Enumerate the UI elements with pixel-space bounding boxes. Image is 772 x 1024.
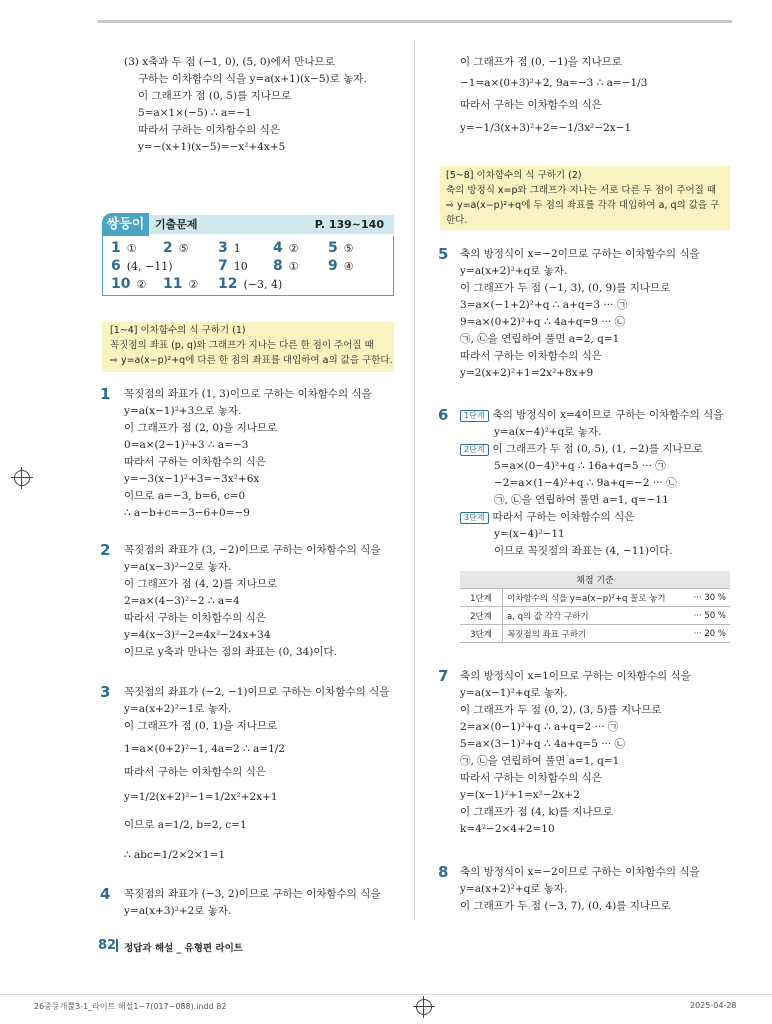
text-line: 꼭짓점의 좌표가 (1, 3)이므로 구하는 이차함수의 식을 xyxy=(124,388,372,400)
table-cell: ··· 50 % xyxy=(682,607,730,625)
answer-item: 10 ② xyxy=(111,276,147,292)
text-line: y=a(x+2)²−1로 놓자. xyxy=(124,703,232,715)
text-line: 따라서 구하는 이차함수의 식은 xyxy=(124,766,266,778)
registration-mark-icon xyxy=(416,999,432,1015)
text-line: y=−(x+1)(x−5)=−x²+4x+5 xyxy=(138,141,286,153)
text-line: y=2(x+2)²+1=2x²+8x+9 xyxy=(460,367,594,379)
text-line: (3) x축과 두 점 (−1, 0), (5, 0)에서 만나므로 xyxy=(124,56,335,68)
header-line: 축의 방정식 x=p와 그래프가 지나는 서로 다른 두 점이 주어질 때 xyxy=(446,185,717,196)
text-line: 이므로 y축과 만나는 점의 좌표는 (0, 34)이다. xyxy=(124,646,338,658)
table-cell: 3단계 xyxy=(460,625,503,643)
footer-title: 정답과 해설 _ 유형편 라이트 xyxy=(124,943,243,954)
text-line: 1=a×(0+2)²−1, 4a=2 ∴ a=1/2 xyxy=(124,743,285,755)
answer-item: 3 1 xyxy=(218,240,241,256)
answer-item: 5 ⑤ xyxy=(328,240,354,256)
text-line: 0=a×(2−1)²+3 ∴ a=−3 xyxy=(124,439,249,451)
text-line: 5=a×(3−1)²+q ∴ 4a+q=5 ··· ㉡ xyxy=(460,738,626,750)
text-line: 이 그래프가 점 (0, 1)을 지나므로 xyxy=(124,720,278,732)
text-line: 2=a×(4−3)²−2 ∴ a=4 xyxy=(124,595,240,607)
text-line: 이 그래프가 두 점 (−1, 3), (0, 9)를 지나므로 xyxy=(460,282,671,294)
text-line: y=a(x−3)²−2로 놓자. xyxy=(124,561,232,573)
column-divider xyxy=(414,40,415,920)
text-line: 축의 방정식이 x=−2이므로 구하는 이차함수의 식을 xyxy=(460,866,700,878)
table-row xyxy=(460,607,730,625)
exam-title-bar xyxy=(149,215,394,234)
table-row xyxy=(460,589,730,607)
text-line: 이 그래프가 점 (4, k)를 지나므로 xyxy=(460,806,613,818)
step-badge: 3단계 xyxy=(460,512,489,524)
text-line: 따라서 구하는 이차함수의 식은 xyxy=(138,124,280,136)
footer-divider xyxy=(116,939,118,952)
table-cell: ··· 30 % xyxy=(682,589,730,607)
text-line: y=−3(x−1)²+3=−3x²+6x xyxy=(124,473,260,485)
file-name: 26중등개뿔3-1_라이트 해설1~7(017~088).indd 82 xyxy=(34,1002,227,1011)
text-line: y=−1/3(x+3)²+2=−1/3x²−2x−1 xyxy=(460,122,632,134)
header-title: [1~4] 이차함수의 식 구하기 (1) xyxy=(110,325,246,336)
print-date: 2025-04-28 xyxy=(690,1001,737,1010)
text-line: 이 그래프가 두 점 (−3, 7), (0, 4)를 지나므로 xyxy=(460,900,671,912)
text-line: y=1/2(x+2)²−1=1/2x²+2x+1 xyxy=(124,791,278,803)
problem-number: 1 xyxy=(100,385,111,403)
text-line: 5=a×(0−4)²+q ∴ 16a+q=5 ··· ㉠ xyxy=(494,460,666,472)
text-line: y=a(x−4)²+q로 놓자. xyxy=(494,426,602,438)
answer-item: 9 ④ xyxy=(328,258,354,274)
text-line: −2=a×(1−4)²+q ∴ 9a+q=−2 ··· ㉡ xyxy=(494,477,677,489)
text-line: 구하는 이차함수의 식을 y=a(x+1)(x−5)로 놓자. xyxy=(138,73,367,85)
problem-number: 4 xyxy=(100,885,111,903)
text-line: y=a(x−1)²+3으로 놓자. xyxy=(124,405,242,417)
text-line: 3단계 따라서 구하는 이차함수의 식은 xyxy=(460,510,634,524)
text-line: y=(x−4)²−11 xyxy=(494,528,565,540)
text-line: 축의 방정식이 x=1이므로 구하는 이차함수의 식을 xyxy=(460,670,691,682)
text-line: y=a(x−1)²+q로 놓자. xyxy=(460,687,568,699)
header-line: 꼭짓점의 좌표 (p, q)와 그래프가 지나는 다른 한 점이 주어질 때 xyxy=(110,340,374,351)
answer-item: 1 ① xyxy=(111,240,137,256)
problem-number: 2 xyxy=(100,541,111,559)
text-line: 꼭짓점의 좌표가 (−2, −1)이므로 구하는 이차함수의 식을 xyxy=(124,686,390,698)
answer-item: 6 (4, −11) xyxy=(111,258,173,274)
text-line: y=4(x−3)²−2=4x²−24x+34 xyxy=(124,629,271,641)
text-line: 1단계 축의 방정식이 x=4이므로 구하는 이차함수의 식을 xyxy=(460,408,723,422)
step-badge: 1단계 xyxy=(460,410,489,422)
problem-number: 6 xyxy=(438,406,449,424)
text-line: 이므로 a=1/2, b=2, c=1 xyxy=(124,819,247,831)
text-line: 이 그래프가 점 (2, 0)을 지나므로 xyxy=(124,422,278,434)
text-line: 축의 방정식이 x=−2이므로 구하는 이차함수의 식을 xyxy=(460,248,700,260)
answer-item: 4 ② xyxy=(273,240,299,256)
grading-header: 채점 기준 xyxy=(460,571,730,589)
table-cell: a, q의 값 각각 구하기 xyxy=(503,607,683,625)
step-badge: 2단계 xyxy=(460,444,489,456)
page-number: 82 xyxy=(98,938,117,953)
text-line: 꼭짓점의 좌표가 (3, −2)이므로 구하는 이차함수의 식을 xyxy=(124,544,381,556)
grading-table xyxy=(460,571,730,643)
exam-tab: 쌍둥이 xyxy=(102,213,149,236)
text-line: k=4²−2×4+2=10 xyxy=(460,823,555,835)
text-line: ㉠, ㉡을 연립하여 풀면 a=1, q=1 xyxy=(460,755,620,767)
text-line: y=a(x+2)²+q로 놓자. xyxy=(460,265,568,277)
text-line: 이 그래프가 점 (0, −1)을 지나므로 xyxy=(460,56,622,68)
text-line: ∴ a−b+c=−3−6+0=−9 xyxy=(124,507,250,519)
problem-number: 5 xyxy=(438,245,449,263)
problem-number: 8 xyxy=(438,863,449,881)
answer-item: 2 ⑤ xyxy=(163,240,189,256)
table-row xyxy=(460,625,730,643)
header-line: 한다. xyxy=(446,215,468,226)
text-line: 9=a×(0+2)²+q ∴ 4a+q=9 ··· ㉡ xyxy=(460,316,626,328)
text-line: y=a(x+2)²+q로 놓자. xyxy=(460,883,568,895)
problem-number: 3 xyxy=(100,683,111,701)
answer-item: 12 (−3, 4) xyxy=(218,276,283,292)
table-cell: 1단계 xyxy=(460,589,503,607)
table-cell: 이차함수의 식을 y=a(x−p)²+q 꼴로 놓기 xyxy=(503,589,683,607)
text-line: y=a(x+3)²+2로 놓자. xyxy=(124,905,232,917)
text-line: 이므로 꼭짓점의 좌표는 (4, −11)이다. xyxy=(494,545,673,557)
answer-item: 8 ① xyxy=(273,258,299,274)
exam-pages: P. 139~140 xyxy=(314,218,384,231)
text-line: 2=a×(0−1)²+q ∴ a+q=2 ··· ㉠ xyxy=(460,721,619,733)
text-line: 이 그래프가 점 (0, 5)를 지나므로 xyxy=(138,90,292,102)
text-line: 따라서 구하는 이차함수의 식은 xyxy=(460,99,602,111)
header-line: ⇨ y=a(x−p)²+q에 다른 한 점의 좌표를 대입하여 a의 값을 구한다. xyxy=(110,355,393,366)
table-cell: 꼭짓점의 좌표 구하기 xyxy=(503,625,683,643)
text-line: 따라서 구하는 이차함수의 식은 xyxy=(460,772,602,784)
table-cell: ··· 20 % xyxy=(682,625,730,643)
text-line: 이 그래프가 두 점 (0, 2), (3, 5)를 지나므로 xyxy=(460,704,662,716)
text-line: 따라서 구하는 이차함수의 식은 xyxy=(124,456,266,468)
text-line: 따라서 구하는 이차함수의 식은 xyxy=(460,350,602,362)
problem-number: 7 xyxy=(438,667,449,685)
text-line: 5=a×1×(−5) ∴ a=−1 xyxy=(138,107,252,119)
text-line: 이므로 a=−3, b=6, c=0 xyxy=(124,490,246,502)
text-line: ㉠, ㉡을 연립하여 풀면 a=2, q=1 xyxy=(460,333,620,345)
text-line: 3=a×(−1+2)²+q ∴ a+q=3 ··· ㉠ xyxy=(460,299,628,311)
text-line: 따라서 구하는 이차함수의 식은 xyxy=(124,612,266,624)
header-line: ⇨ y=a(x−p)²+q에 두 점의 좌표를 각각 대입하여 a, q의 값을 구 xyxy=(446,200,720,211)
answer-item: 7 10 xyxy=(218,258,248,274)
table-cell: 2단계 xyxy=(460,607,503,625)
text-line: 이 그래프가 점 (4, 2)를 지나므로 xyxy=(124,578,278,590)
top-rule xyxy=(98,20,732,23)
text-line: 2단계 이 그래프가 두 점 (0, 5), (1, −2)를 지나므로 xyxy=(460,442,703,456)
exam-title: 기출문제 xyxy=(155,218,198,231)
text-line: −1=a×(0+3)²+2, 9a=−3 ∴ a=−1/3 xyxy=(460,77,648,89)
print-rule xyxy=(0,994,772,995)
header-title: [5~8] 이차함수의 식 구하기 (2) xyxy=(446,170,582,181)
text-line: 꼭짓점의 좌표가 (−3, 2)이므로 구하는 이차함수의 식을 xyxy=(124,888,381,900)
text-line: ㉠, ㉡을 연립하여 풀면 a=1, q=−11 xyxy=(494,494,669,506)
answer-item: 11 ② xyxy=(163,276,199,292)
exam-answer-box xyxy=(102,236,394,296)
text-line: ∴ abc=1/2×2×1=1 xyxy=(124,849,226,861)
registration-mark-icon xyxy=(14,470,30,486)
text-line: y=(x−1)²+1=x²−2x+2 xyxy=(460,789,580,801)
